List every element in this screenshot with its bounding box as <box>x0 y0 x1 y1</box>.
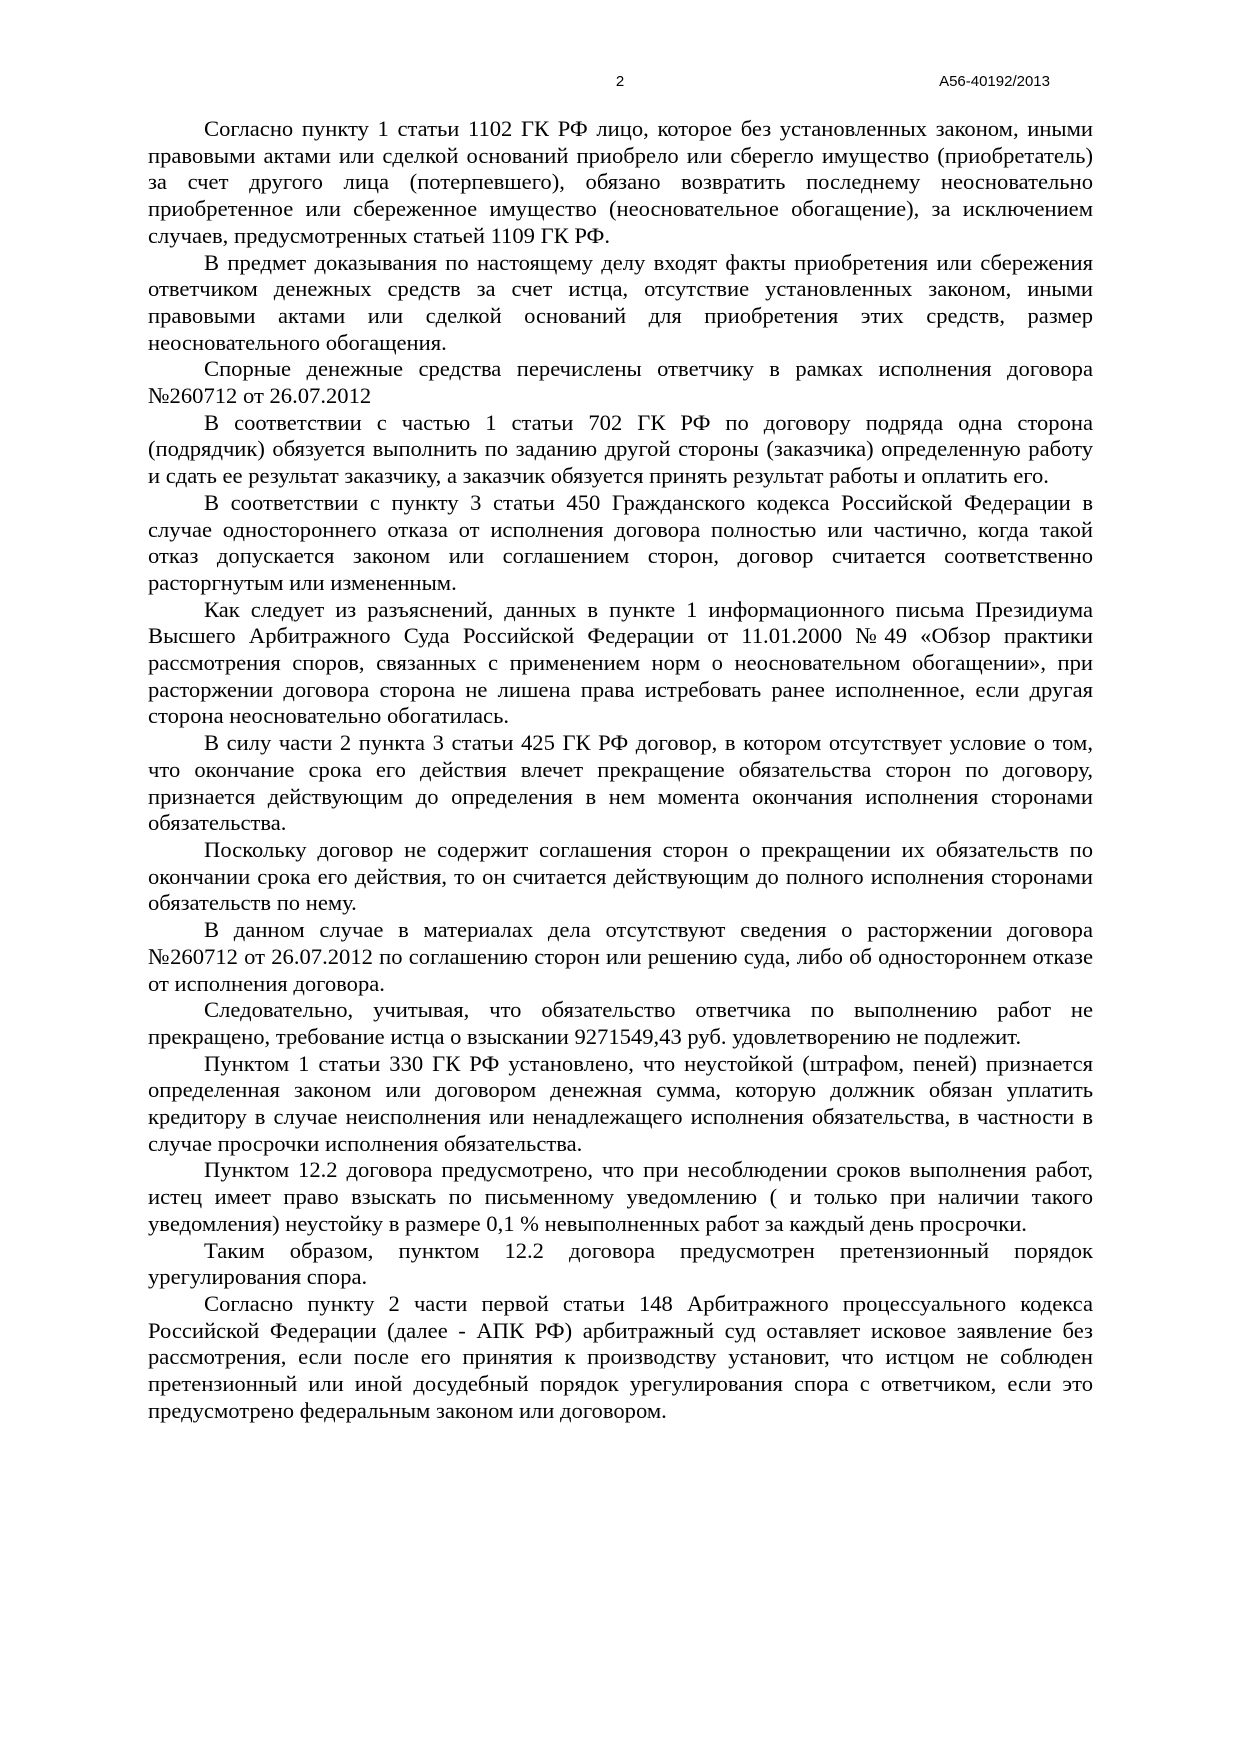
paragraph: Таким образом, пунктом 12.2 договора предусмотрен претензионный порядок урегулирования спора. <box>148 1237 1093 1290</box>
paragraph: Пунктом 1 статьи 330 ГК РФ установлено, что неустойкой (штрафом, пеней) признается определенная законом или договором денежная сумма, которую должник обязан уплатить кредитору в случае неисполнения или ненадлежащего исполнения обязательства, в частности в случае просрочки исполнения обязательства. <box>148 1050 1093 1156</box>
case-number: А56-40192/2013 <box>939 73 1050 90</box>
paragraph: Пунктом 12.2 договора предусмотрено, что при несоблюдении сроков выполнения работ, истец имеет право взыскать по письменному уведомлению ( и только при наличии такого уведомления) неустойку в размере 0,1 % невыполненных работ за каждый день просрочки. <box>148 1157 1093 1236</box>
document-body <box>148 116 1093 1424</box>
paragraph: В данном случае в материалах дела отсутствуют сведения о расторжении договора №260712 от 26.07.2012 по соглашению сторон или решению суда, либо об одностороннем отказе от исполнения договора. <box>148 917 1093 996</box>
page-number: 2 <box>615 73 625 90</box>
paragraph: В соответствии с частью 1 статьи 702 ГК РФ по договору подряда одна сторона (подрядчик) обязуется выполнить по заданию другой стороны (заказчика) определенную работу и сдать ее результат заказчику, а заказчик обязуется принять результат работы и оплатить его. <box>148 409 1093 489</box>
paragraph: Спорные денежные средства перечислены ответчику в рамках исполнения договора №260712 от 26.07.2012 <box>148 356 1093 409</box>
paragraph: В соответствии с пункту 3 статьи 450 Гражданского кодекса Российской Федерации в случае одностороннего отказа от исполнения договора полностью или частично, когда такой отказ допускается законом или соглашением сторон, договор считается соответственно расторгнутым или измененным. <box>148 489 1093 595</box>
paragraph: Следовательно, учитывая, что обязательство ответчика по выполнению работ не прекращено, требование истца о взыскании 9271549,43 руб. удовлетворению не подлежит. <box>148 997 1093 1049</box>
paragraph: Как следует из разъяснений, данных в пункте 1 информационного письма Президиума Высшего Арбитражного Суда Российской Федерации от 11.01.2000 №49 «Обзор практики рассмотрения споров, связанных с применением норм о неосновательном обогащении», при расторжении договора сторона не лишена права истребовать ранее исполненное, если другая сторона неосновательно обогатилась. <box>148 596 1093 729</box>
paragraph: В силу части 2 пункта 3 статьи 425 ГК РФ договор, в котором отсутствует условие о том, что окончание срока его действия влечет прекращение обязательства сторон по договору, признается действующим до определения в нем момента окончания исполнения сторонами обязательства. <box>148 730 1093 836</box>
paragraph: В предмет доказывания по настоящему делу входят факты приобретения или сбережения ответчиком денежных средств за счет истца, отсутствие установленных законом, иными правовыми актами или сделкой оснований для приобретения этих средств, размер неосновательного обогащения. <box>148 249 1093 355</box>
paragraph: Согласно пункту 2 части первой статьи 148 Арбитражного процессуального кодекса Российской Федерации (далее - АПК РФ) арбитражный суд оставляет исковое заявление без рассмотрения, если после его принятия к производству установит, что истцом не соблюден претензионный или иной досудебный порядок урегулирования спора с ответчиком, если это предусмотрено федеральным законом или договором. <box>148 1290 1093 1423</box>
paragraph: Согласно пункту 1 статьи 1102 ГК РФ лицо, которое без установленных законом, иными правовыми актами или сделкой оснований приобрело или сберегло имущество (приобретатель) за счет другого лица (потерпевшего), обязано возвратить последнему неосновательно приобретенное или сбереженное имущество (неосновательное обогащение), за исключением случаев, предусмотренных статьей 1109 ГК РФ. <box>148 116 1093 248</box>
paragraph: Поскольку договор не содержит соглашения сторон о прекращении их обязательств по окончании срока его действия, то он считается действующим до полного исполнения сторонами обязательств по нему. <box>148 836 1093 916</box>
